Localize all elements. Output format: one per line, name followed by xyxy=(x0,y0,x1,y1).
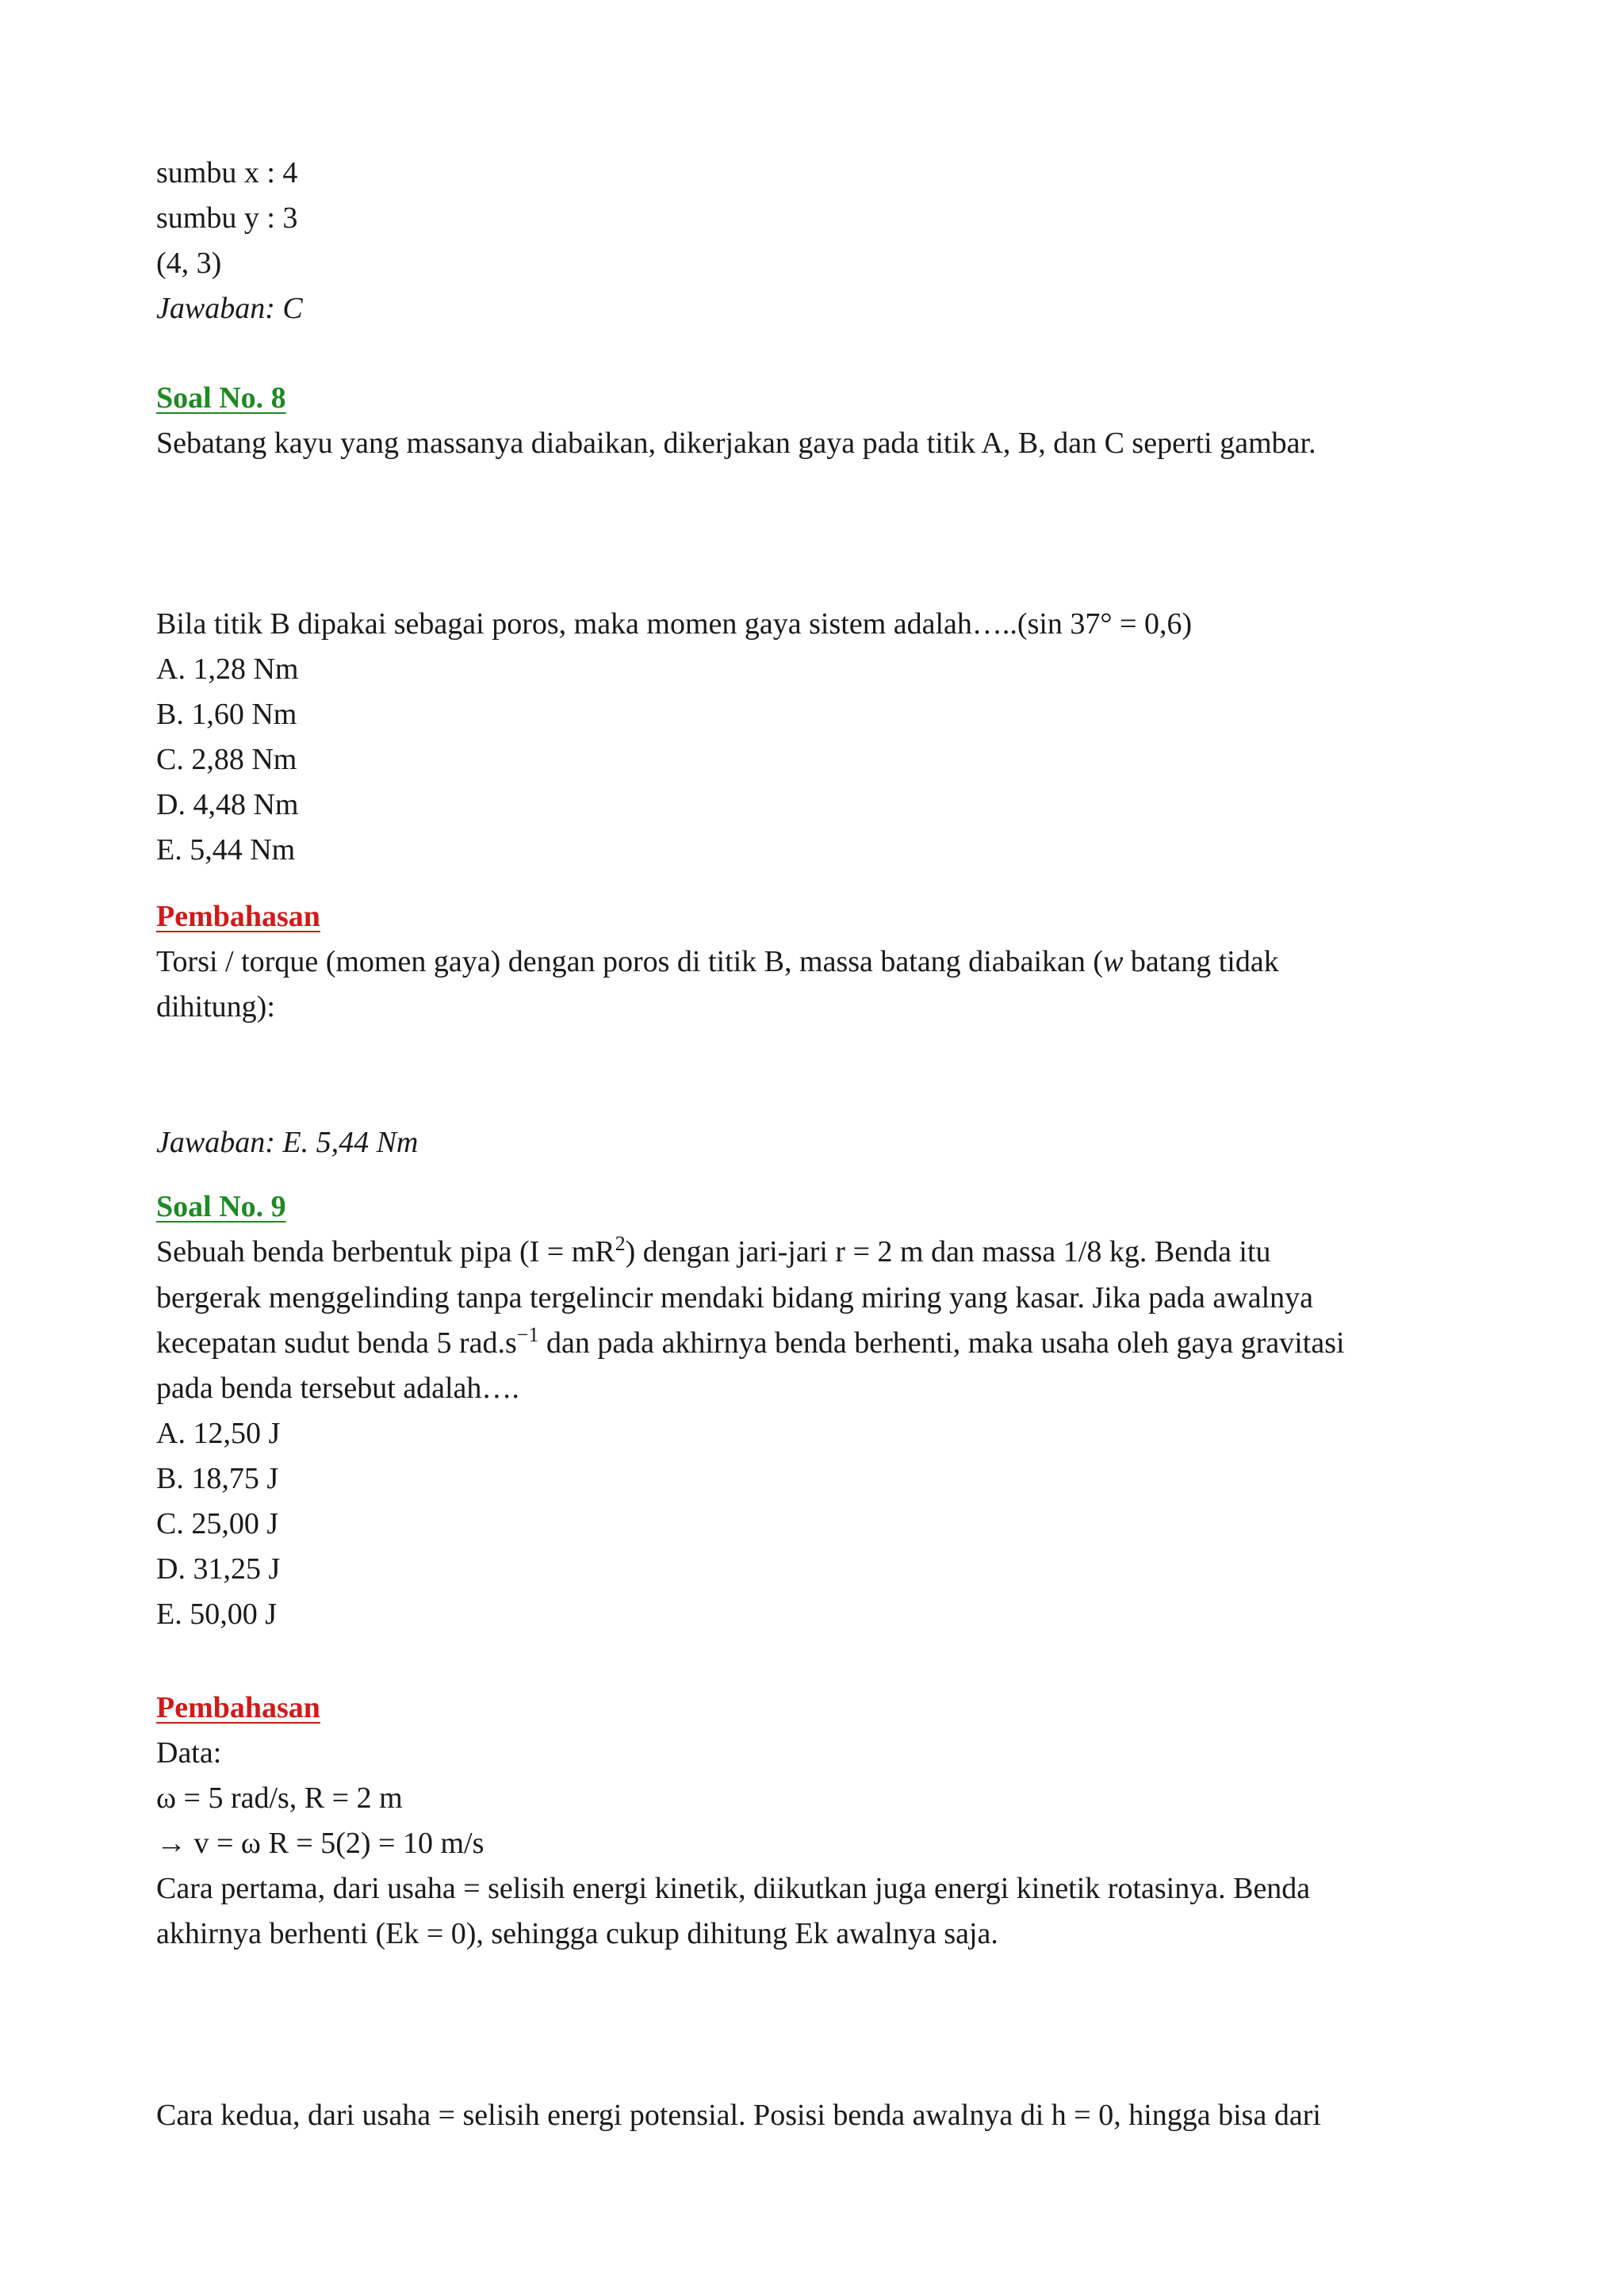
data-label: Data: xyxy=(156,1736,222,1770)
superscript: −1 xyxy=(516,1323,539,1346)
soal-9-heading: Soal No. 9 xyxy=(156,1190,286,1223)
answer-line: Jawaban: E. 5,44 Nm xyxy=(156,1126,419,1159)
option-d: D. 31,25 J xyxy=(156,1552,281,1586)
option-c: C. 2,88 Nm xyxy=(156,743,297,776)
option-d: D. 4,48 Nm xyxy=(156,788,299,821)
answer-line: Jawaban: C xyxy=(156,292,303,325)
option-b: B. 1,60 Nm xyxy=(156,698,297,731)
text-segment: dan pada akhirnya benda berhenti, maka usaha oleh gaya gravitasi xyxy=(538,1326,1345,1360)
option-a: A. 1,28 Nm xyxy=(156,652,299,686)
text-line: sumbu x : 4 xyxy=(156,156,298,189)
text-line: akhirnya berhenti (Ek = 0), sehingga cukup dihitung Ek awalnya saja. xyxy=(156,1917,998,1950)
option-c: C. 25,00 J xyxy=(156,1507,279,1540)
soal-9-line xyxy=(156,1234,1271,1270)
soal-9-line: pada benda tersebut adalah…. xyxy=(156,1372,519,1405)
text-segment: kecepatan sudut benda 5 rad.s xyxy=(156,1326,517,1360)
text-segment: Sebuah benda berbentuk pipa (I = mR xyxy=(156,1235,615,1269)
option-b: B. 18,75 J xyxy=(156,1462,279,1495)
superscript: 2 xyxy=(615,1232,626,1255)
text-segment: ) dengan jari-jari r = 2 m dan massa 1/8 kg. Benda itu xyxy=(625,1235,1271,1269)
option-e: E. 50,00 J xyxy=(156,1598,277,1631)
discussion-text-end: batang tidak xyxy=(1123,945,1279,978)
data-line: → v = ω R = 5(2) = 10 m/s xyxy=(156,1827,485,1860)
data-line: ω = 5 rad/s, R = 2 m xyxy=(156,1781,403,1815)
soal-8-question: Bila titik B dipakai sebagai poros, maka momen gaya sistem adalah…..(sin 37° = 0,6) xyxy=(156,607,1193,641)
weight-symbol: w xyxy=(1103,945,1124,978)
soal-8-heading: Soal No. 8 xyxy=(156,381,286,415)
text-line: Cara kedua, dari usaha = selisih energi potensial. Posisi benda awalnya di h = 0, hingga bisa dari xyxy=(156,2099,1321,2132)
soal-9-line: bergerak menggelinding tanpa tergelincir mendaki bidang miring yang kasar. Jika pada awalnya xyxy=(156,1281,1314,1314)
option-e: E. 5,44 Nm xyxy=(156,833,296,867)
discussion-line xyxy=(156,943,1279,980)
text-line: sumbu y : 3 xyxy=(156,201,298,235)
pembahasan-heading: Pembahasan xyxy=(156,900,320,933)
text-line: (4, 3) xyxy=(156,247,222,280)
pembahasan-heading: Pembahasan xyxy=(156,1691,320,1724)
soal-9-line xyxy=(156,1325,1345,1361)
option-a: A. 12,50 J xyxy=(156,1417,281,1450)
text-line: Cara pertama, dari usaha = selisih energi kinetik, diikutkan juga energi kinetik rotasinya. Benda xyxy=(156,1872,1311,1905)
discussion-line: dihitung): xyxy=(156,990,275,1024)
discussion-text: Torsi / torque (momen gaya) dengan poros di titik B, massa batang diabaikan ( xyxy=(156,945,1104,978)
soal-8-text: Sebatang kayu yang massanya diabaikan, dikerjakan gaya pada titik A, B, dan C seperti gambar. xyxy=(156,427,1316,460)
